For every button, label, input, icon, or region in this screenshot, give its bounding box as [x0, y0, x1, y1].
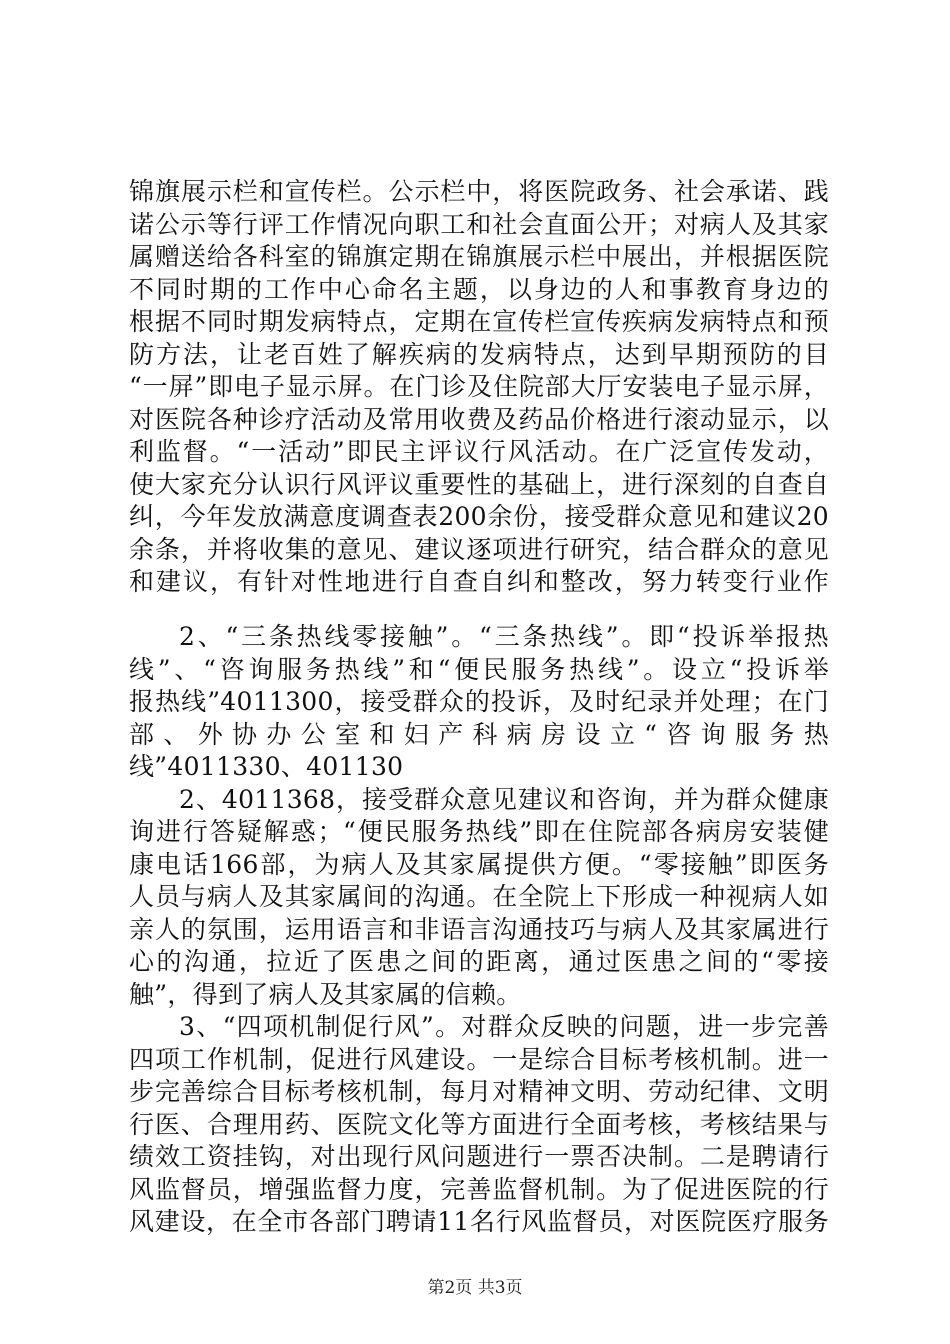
text-line: 和建议，有针对性地进行自查自纠和整改，努力转变行业作	[129, 567, 829, 596]
text-line: 防方法，让老百姓了解疾病的发病特点，达到早期预防的目	[129, 339, 829, 369]
text-line: 使大家充分认识行风评议重要性的基础上，进行深刻的自查自	[129, 469, 829, 499]
text-line: 利监督。“一活动”即民主评议行风活动。在广泛宣传发动，	[129, 437, 829, 466]
text-line: 余条，并将收集的意见、建议逐项进行研究，结合群众的意见	[129, 534, 829, 564]
text-line: 线”4011330、401130	[129, 752, 404, 781]
text-line: 人员与病人及其家属间的沟通。在全院上下形成一种视病人如	[129, 882, 829, 911]
text-line: 纠，今年发放满意度调查表200余份，接受群众意见和建议20	[129, 502, 829, 531]
text-line: 亲人的氛围，运用语言和非语言沟通技巧与病人及其家属进行	[129, 914, 829, 944]
text-line: 四项工作机制，促进行风建设。一是综合目标考核机制。进一	[129, 1044, 829, 1074]
text-line: 触”，得到了病人及其家属的信赖。	[129, 979, 522, 1009]
text-line: 2、“三条热线零接触”。“三条热线”。即“投诉举报热	[179, 622, 829, 651]
text-line: 3、“四项机制促行风”。对群众反映的问题，进一步完善	[179, 1012, 829, 1041]
text-line: 步完善综合目标考核机制，每月对精神文明、劳动纪律、文明	[129, 1077, 829, 1106]
text-line: 锦旗展示栏和宣传栏。公示栏中，将医院政务、社会承诺、践	[129, 177, 829, 206]
text-line: 报热线”4011300，接受群众的投诉，及时纪录并处理；在门	[129, 687, 829, 716]
text-line: 属赠送给各科室的锦旗定期在锦旗展示栏中展出，并根据医院	[129, 242, 829, 271]
text-line: 绩效工资挂钩，对出现行风问题进行一票否决制。二是聘请行	[129, 1142, 829, 1171]
paragraph-block-2	[129, 621, 829, 1239]
text-line: 对医院各种诊疗活动及常用收费及药品价格进行滚动显示，以	[129, 404, 829, 434]
text-line: “一屏”即电子显示屏。在门诊及住院部大厅安装电子显示屏，	[129, 372, 829, 401]
text-line: 根据不同时期发病特点，定期在宣传栏宣传疾病发病特点和预	[129, 307, 829, 336]
paragraph-block-1	[129, 176, 829, 599]
page-footer: 第2页 共3页	[427, 1278, 523, 1298]
text-line: 询进行答疑解惑；“便民服务热线”即在住院部各病房安装健	[129, 817, 829, 846]
text-line: 风建设，在全市各部门聘请11名行风监督员，对医院医疗服务	[129, 1207, 829, 1236]
text-line: 线”、“咨询服务热线”和“便民服务热线”。设立“投诉举	[129, 654, 829, 684]
text-line: 行医、合理用药、医院文化等方面进行全面考核，考核结果与	[129, 1109, 829, 1139]
text-line: 不同时期的工作中心命名主题，以身边的人和事教育身边的	[129, 274, 829, 304]
text-line: 2、4011368，接受群众意见建议和咨询，并为群众健康	[179, 784, 829, 814]
text-line: 康电话166部，为病人及其家属提供方便。“零接触”即医务	[129, 849, 829, 879]
text-line: 诺公示等行评工作情况向职工和社会直面公开；对病人及其家	[129, 209, 829, 239]
text-line: 风监督员，增强监督力度，完善监督机制。为了促进医院的行	[129, 1174, 829, 1204]
text-line: 部、外协办公室和妇产科病房设立“咨询服务热	[129, 719, 829, 749]
text-line: 心的沟通，拉近了医患之间的距离，通过医患之间的“零接	[129, 947, 829, 976]
